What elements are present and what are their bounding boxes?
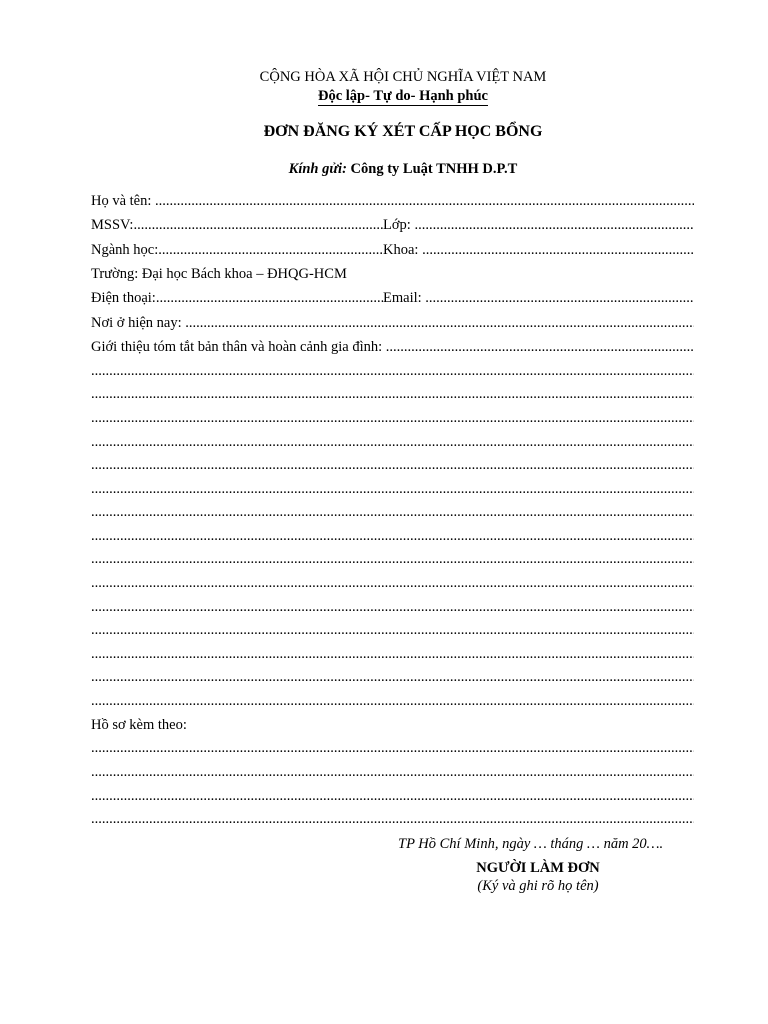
blank-dotted-line <box>91 573 694 593</box>
introduction-label: Giới thiệu tóm tắt bản thân và hoàn cảnh gia đình: ..... <box>91 339 694 355</box>
phone-dots <box>156 290 383 306</box>
major-faculty-row <box>91 240 694 260</box>
blank-dotted-line <box>91 479 694 499</box>
recipient-line <box>0 159 768 179</box>
address-label: Nơi ở hiện nay: ..... <box>91 315 694 331</box>
blank-dotted-line <box>91 526 694 546</box>
national-motto-text: Độc lập- Tự do- Hạnh phúc <box>318 88 488 104</box>
attachments-label: Hồ sơ kèm theo: <box>91 717 187 733</box>
signer-title: NGƯỜI LÀM ĐƠN <box>476 860 600 876</box>
student-id-class-row <box>91 215 694 235</box>
attachments-field <box>91 715 694 735</box>
full-name-label: Họ và tên: ..... <box>91 193 694 209</box>
blank-dotted-line <box>91 762 694 782</box>
phone-label: Điện thoại: <box>91 290 156 306</box>
phone-field <box>91 288 383 308</box>
full-name-field <box>91 191 694 211</box>
faculty-field <box>383 240 694 260</box>
introduction-field <box>91 337 694 357</box>
national-header: CỘNG HÒA XÃ HỘI CHỦ NGHĨA VIỆT NAM <box>259 69 547 85</box>
blank-dotted-line <box>91 786 694 806</box>
blank-dotted-line <box>91 549 694 569</box>
school-label: Trường: Đại học Bách khoa – ĐHQG-HCM <box>91 266 347 282</box>
school-field <box>91 264 694 284</box>
major-label: Ngành học: <box>91 242 159 258</box>
student-id-label: MSSV: <box>91 217 134 233</box>
student-id-dots <box>133 217 383 233</box>
major-field <box>91 240 383 260</box>
blank-dotted-line <box>91 620 694 640</box>
blank-dotted-line <box>91 644 694 664</box>
blank-dotted-line <box>91 455 694 475</box>
class-field <box>383 215 694 235</box>
major-dots <box>158 242 383 258</box>
blank-dotted-line <box>91 502 694 522</box>
recipient-label: Kính gửi: <box>288 161 347 177</box>
faculty-label: Khoa: ..... <box>383 242 694 258</box>
email-field <box>383 288 694 308</box>
blank-dotted-line <box>91 432 694 452</box>
place-and-date: TP Hồ Chí Minh, ngày … tháng … năm 20…. <box>398 836 664 852</box>
national-motto <box>0 86 768 106</box>
email-label: Email: ..... <box>383 290 694 306</box>
blank-dotted-line <box>91 809 694 829</box>
recipient-value: Công ty Luật TNHH D.P.T <box>350 161 518 177</box>
phone-email-row <box>91 288 694 308</box>
student-id-field <box>91 215 383 235</box>
blank-dotted-line <box>91 597 694 617</box>
blank-dotted-line <box>91 691 694 711</box>
address-field <box>91 313 694 333</box>
blank-dotted-line <box>91 738 694 758</box>
form-title: ĐƠN ĐĂNG KÝ XÉT CẤP HỌC BỔNG <box>263 123 543 140</box>
signer-note: (Ký và ghi rõ họ tên) <box>477 878 599 894</box>
blank-dotted-line <box>91 384 694 404</box>
blank-dotted-line <box>91 408 694 428</box>
class-label: Lớp: ..... <box>383 217 694 233</box>
blank-dotted-line <box>91 361 694 381</box>
blank-dotted-line <box>91 667 694 687</box>
